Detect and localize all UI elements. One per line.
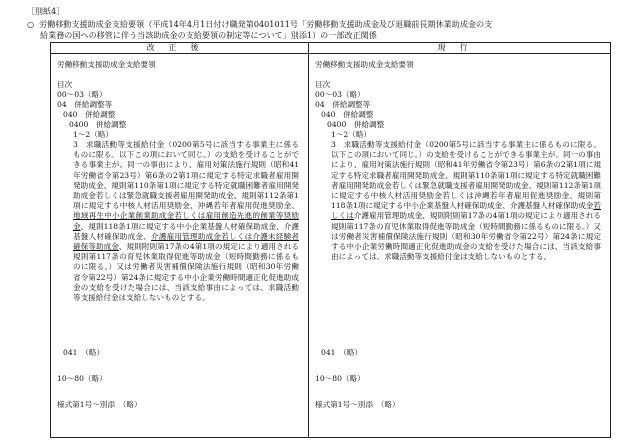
revised-section-041: 041 （略） (63, 348, 105, 357)
revised-underlined-amendment-2: 介護雇用管理助成金若しくは介護未経験者確保等助成金 (73, 231, 300, 252)
current-section-040: 040 併給調整 (321, 110, 374, 119)
circle-bullet-icon: ○ (27, 19, 35, 29)
revised-section-040: 040 併給調整 (63, 110, 116, 119)
current-title: 労働移動支援助成金支給要領 (315, 60, 414, 69)
current-items-10-80: 10～80（略） (315, 374, 365, 383)
current-section-04: 04 併給調整等 (315, 100, 371, 109)
revised-paragraph-3: 3 求職活動等支援給付金（0200第5号に該当する事業主に係るものに限る。以下この項において同じ。）の支給を受けることができる事業主が、同一の事由により、雇用対策法施行規則（昭和41年労働省令第23号）第6条の2第1項に規定する特定求職者雇用開発助成金、規則第110条第1項に規定する特定就職困難者雇用開発助成金若しくは緊急就職支援者雇用開発助成金、規則第112条第1項に規定する中核人材活用奨励金、沖縄若年者雇用促進奨励金、地域再生中小企業創業助成金若しくは雇用創造先進的創業等奨励金、規則118条1項に規定する中小企業基盤人材確保助成金、介護基盤人材確保助成金、介護雇用管理助成金若しくは介護未経験者確保等助成金、規則附則第17条の4第1項の規定により適用される規則第117条の育児休業取得促進等助成金（短時間勤務に係るものに限る。）又は労働者災害補償保険法施行規則（昭和30年労働省令第22号）第24条に規定する中小企業労働時間適正化促進助成金の支給を受けた場合には、当該支給事由によっては、求職活動等支援給付金は支給しないものとする。 (73, 140, 300, 303)
current-forms: 様式第1号～別添 （略） (315, 400, 400, 409)
header-revised: 改正後 (51, 43, 309, 54)
heading-line-1: 労働移動支援助成金支給要領（平成14年4月1日付け職発第0401011号「労働移動支援助成金及び退職前長期休業助成金の支 (39, 19, 493, 29)
revised-column (51, 54, 309, 438)
revised-items-10-80: 10～80（略） (57, 374, 107, 383)
current-section-0400: 0400 併給調整 (327, 120, 385, 129)
heading-line-2: 給業務の国への移管に伴う当該助成金の支給要領の制定等について」別添1）の一部改正関係 (40, 30, 377, 40)
revised-items-1-2: 1～2（略） (73, 130, 114, 139)
current-items-00-03: 00～03（略） (315, 90, 365, 99)
revised-section-04: 04 併給調整等 (57, 100, 113, 109)
current-toc: 目次 (315, 80, 331, 89)
header-current: 現行 (309, 43, 611, 54)
annex-label: ［別紙4］ (27, 7, 65, 16)
revised-title: 労働移動支援助成金支給要領 (57, 60, 156, 69)
revised-forms: 様式第1号～別添 （略） (57, 400, 142, 409)
current-column (309, 54, 611, 438)
revised-items-00-03: 00～03（略） (57, 90, 107, 99)
current-paragraph-3: 3 求職活動等支援給付金（0200第5号に該当する事業主に係るものに限る。以下この項において同じ。）の支給を受けることができる事業主が、同一の事由により、雇用対策法施行規則（昭和41年労働省令第23号）第6条の2第1項に規定する特定求職者雇用開発助成金、規則第110条第1項に規定する特定就職困難者雇用開発助成金若しくは緊急就職支援者雇用開発助成金、規則第112条第1項に規定する中核人材活用奨励金若しくは沖縄若年者雇用促進奨励金、規則第118条1項に規定する中小企業基盤人材確保助成金、介護基盤人材確保助成金若しくは介護雇用管理助成金、規則附則第17条の4第1項の規定により適用される規則第117条の育児休業取得促進等助成金（短時間勤務に係るものに限る。）又は労働者災害補償保険法施行規則（昭和30年労働省令第22号）第24条に規定する中小企業労働時間適正化促進助成金の支給を受けた場合には、当該支給事由によっては、求職活動等支援給付金は支給しないものとする。 (331, 140, 602, 262)
revised-underlined-amendment-1: 地域再生中小企業創業助成金若しくは雇用創造先進的創業等奨励金 (73, 211, 299, 231)
section-heading (27, 19, 607, 41)
current-underlined-text: 若しくは (331, 201, 601, 221)
comparison-table (50, 42, 611, 438)
revised-section-0400: 0400 併給調整 (69, 120, 127, 129)
current-section-041: 041 （略） (321, 348, 363, 357)
revised-toc: 目次 (57, 80, 73, 89)
current-items-1-2: 1～2（略） (331, 130, 372, 139)
